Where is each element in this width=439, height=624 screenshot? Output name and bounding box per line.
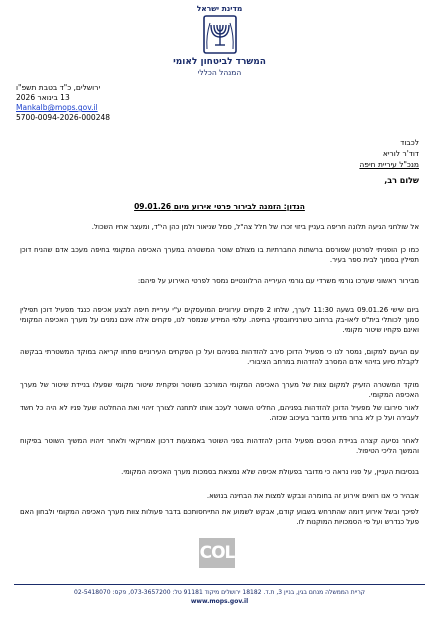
paragraph: ביום שישי 09.01.26 בשעה 11:30 לערך, שלחו 2 פקחים עירוניים המועסקים ע"י עיריית חיפה לבצע אכיפה כנגד מפעיל דוכן תפילין סמוך לכותלי בית"ס ליאו-בק ברחוב טשרניחובסקי בחיפה. עלפי המידע שנמסר לנו, פקחים אלה אינם נמנים על מערך האכיפה המקומי ואינם פקחיו שיטור מקומי. bbox=[20, 306, 420, 335]
paragraph: אבהיר כי אנו רואים אירוע זה בחומרה ונבקש למצות את הבחינה בנושא. bbox=[206, 492, 419, 500]
email-link[interactable]: Mankalb@mops.gov.il bbox=[16, 103, 98, 112]
footer-divider bbox=[14, 584, 425, 585]
subject-line: הנדון: הזמנה לבירור פרטי אירוע מיום 09.01.26 bbox=[134, 202, 305, 211]
paragraph: לאור סירובו של מפעיל הדוכן להזדהות בפניהם, החליט השוטר לעכב אותו לתחנה לצורך זיהוי ואת ההחלטה שעל פניו לא היה כל חשד לעבירה ועל כן לא ברור מדוע מדובר בעיכוב שכזה. bbox=[20, 404, 419, 423]
paragraph: כמו כן הופניתי לסרטון שפורסם ברשתות החברתיות בו מצולם שוטר המשטרה במערך האכיפה המקומי בחיפה מעכב אדם שהניח דוכן תפילין בסמוך לבית ספר בעיר. bbox=[20, 246, 419, 265]
paragraph: עם הגיעם למקום, נמסר לנו כי מפעיל הדוכן סירב להזדהות בפניהם ועל כן הפקחים העירוניים פתחו קריאה במוקד המשטרתי בבקשה לקבלת סיוע בזיהוי אדם המסרב להזדהות במרחב הציבורי. bbox=[20, 348, 419, 367]
recipient-title: מנכ"ל עיריית חיפה bbox=[359, 160, 419, 169]
recipient-to: לכבוד bbox=[400, 138, 419, 147]
footer bbox=[10, 588, 429, 606]
col-watermark: COL bbox=[199, 538, 235, 568]
paragraph: לפיכך ובשל אירוע דומה שהתרחש בשבוע קודם, אבקש לשמוע את התייחסותכם בדבר פעולות צוות מערך האכיפה המקומי ולבחון האם פעל כנדרש ועל פי הסמכויות המוקנות לו. bbox=[20, 508, 419, 527]
paragraph: מבירור ראשוני שערכו גורמי משרדי עם גורמי העירייה הרלוונטיים נמסר לפרטי האירוע על פיהם: bbox=[137, 277, 419, 285]
letterhead bbox=[0, 4, 439, 78]
reference-number: 5700-0094-2026-000248 bbox=[16, 113, 111, 122]
recipient-name: דוד'ר לוריא bbox=[382, 149, 419, 158]
recipient-block bbox=[359, 137, 419, 170]
state-emblem-icon bbox=[202, 15, 238, 55]
date-gregorian: 13 בינואר 2026 bbox=[16, 93, 70, 102]
ministry-name: המשרד לביטחון לאומי bbox=[173, 57, 266, 67]
footer-address: קריית הממשלה מנחם בגין, בניין 3, ת.ד. 18182 ירושלים מיקוד 91181 טל: 073-3657200, פקס: 02-5418070 bbox=[74, 589, 365, 596]
paragraph: בנסיבות העניין, על פניו נראה כי מדובר בפעולת אכיפה שלא נמצאת בסמכות מערך האכיפה המקומי. bbox=[121, 468, 419, 476]
footer-website-link[interactable]: www.mops.gov.il bbox=[190, 598, 249, 605]
greeting: שלום רב, bbox=[384, 176, 419, 185]
department-name: המנהל הכללי bbox=[197, 68, 242, 77]
paragraph: מוקד המשטרה הזעיק למקום צוות של מערך האכיפה המקומי המורכב משוטר ופקחית שיטור מקומי שפעלו בניידת שיטור של מערך האכיפה המקומי. bbox=[20, 381, 419, 400]
paragraph: לאחר נסיעה קצרה בניידת הסכים מפעיל הדוכן להזדהות בפני השוטר באמצעות דרכון אמריקאי ולאחר זיהויו המשיך השוטר בפיקוח והמשך הליכי הטיפול. bbox=[20, 437, 419, 456]
reference-block bbox=[16, 83, 176, 123]
paragraph: אל שולחני הגיעה תלונה חריפה בעניין ביזוי זכרו של חלל צה"ל, סמל שניאור ולמן כהן הי"ד, ומעצר אחיו השכול. bbox=[91, 223, 419, 231]
state-name: מדינת ישראל bbox=[196, 4, 243, 13]
date-hebrew: ירושלים, כ"ד בטבת תשפ"ו bbox=[16, 83, 101, 92]
